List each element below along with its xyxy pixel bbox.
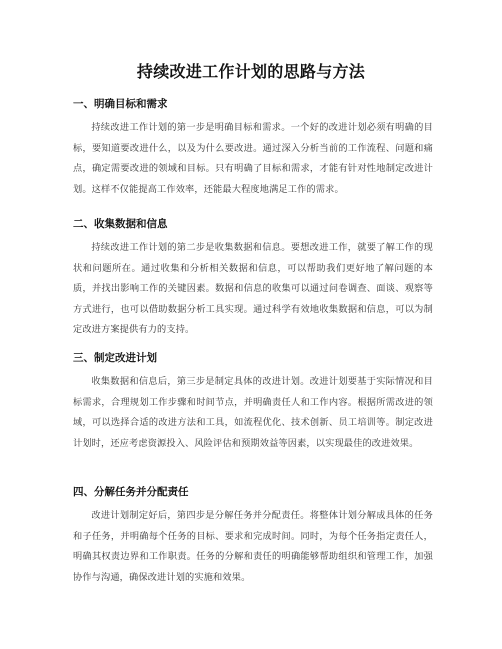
section-heading: 四、分解任务并分配责任: [73, 486, 189, 498]
section-paragraph: 收集数据和信息后，第三步是制定具体的改进计划。改进计划要基于实际情况和目标需求，合理规划工作步骤和时间节点，并明确责任人和工作内容。根据所需改进的领域，可以选择合适的改进方法和工具，如流程优化、技术创新、员工培训等。制定改进计划时，还应考虑资源投入、风险评估和预期效益等因素，以实现最佳的改进效果。: [73, 376, 433, 449]
section-paragraph: 改进计划制定好后，第四步是分解任务并分配责任。将整体计划分解成具体的任务和子任务，并明确每个任务的目标、要求和完成时间。同时，为每个任务指定责任人，明确其权责边界和工作职责。任务的分解和责任的明确能够帮助组织和管理工作，加强协作与沟通，确保改进计划的实施和效果。: [73, 510, 433, 583]
document-title: 持续改进工作计划的思路与方法: [136, 62, 366, 81]
section-improvement-plan: [73, 350, 433, 454]
section-heading: 三、制定改进计划: [73, 352, 157, 364]
section-heading: 一、明确目标和需求: [73, 98, 168, 110]
section-goals: [73, 96, 433, 200]
section-task-breakdown: [73, 484, 433, 588]
section-paragraph: 持续改进工作计划的第二步是收集数据和信息。要想改进工作，就要了解工作的现状和问题所在。通过收集和分析相关数据和信息，可以帮助我们更好地了解问题的本质，并找出影响工作的关键因素。数据和信息的收集可以通过问卷调查、面谈、观察等方式进行，也可以借助数据分析工具实现。通过科学有效地收集数据和信息，可以为制定改进方案提供有力的支持。: [73, 242, 433, 335]
section-data-collection: [73, 216, 433, 341]
section-paragraph: 持续改进工作计划的第一步是明确目标和需求。一个好的改进计划必须有明确的目标，要知道要改进什么，以及为什么要改进。通过深入分析当前的工作流程、问题和痛点，确定需要改进的领域和目标。只有明确了目标和需求，才能有针对性地制定改进计划。这样不仅能提高工作效率，还能最大程度地满足工作的需求。: [73, 122, 433, 195]
section-heading: 二、收集数据和信息: [73, 218, 168, 230]
